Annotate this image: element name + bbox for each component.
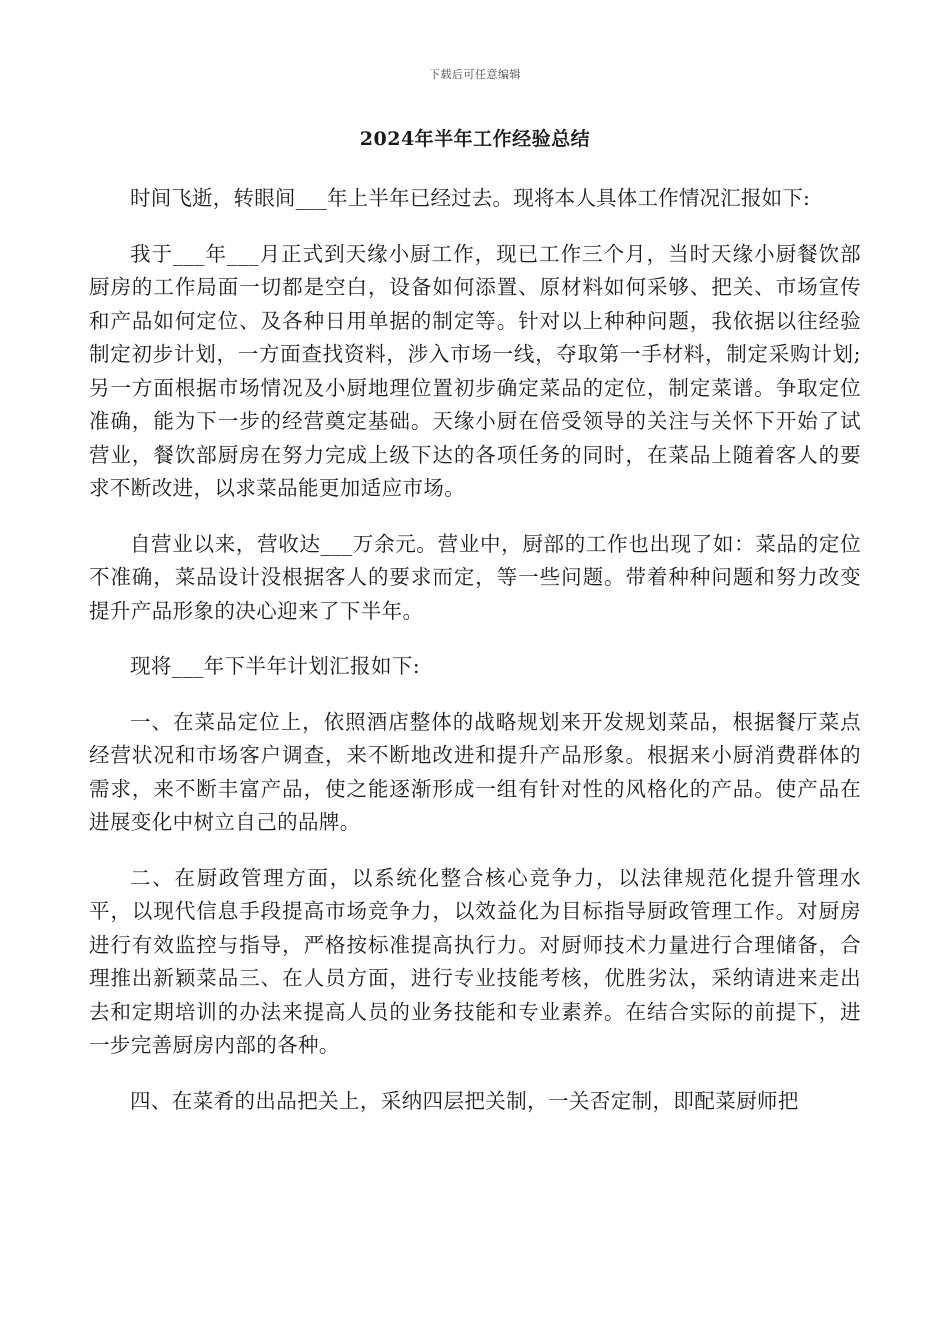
paragraph-plan-intro: 现将___年下半年计划汇报如下: xyxy=(130,654,421,678)
paragraph-plan-2: 二、在厨政管理方面，以系统化整合核心竞争力，以法律规范化提升管理水平，以现代信息手段提高市场竞争力，以效益化为目标指导厨政管理工作。对厨房进行有效监控与指导，严格按标准提高执行力。对厨师技术力量进行合理储备，合理推出新颖菜品三、在人员方面，进行专业技能考核，优胜劣汰，采纳请进来走出去和定期培训的办法来提高人员的业务技能和专业素养。在结合实际的前提下，进一步完善厨房内部的各种。 xyxy=(89,865,861,1057)
paragraph-plan-4: 四、在菜肴的出品把关上，采纳四层把关制，一关否定制，即配菜厨师把 xyxy=(130,1088,799,1113)
page-title: 2024年半年工作经验总结 xyxy=(359,128,591,150)
paragraph-background: 我于___年___月正式到天缘小厨工作，现已工作三个月，当时天缘小厨餐饮部厨房的工作局面一切都是空白，设备如何添置、原材料如何采够、把关、市场宣传和产品如何定位、及各种日用单据的制定等。针对以上种种问题，我依据以往经验制定初步计划，一方面查找资料，涉入市场一线，夺取第一手材料，制定采购计划;另一方面根据市场情况及小厨地理位置初步确定菜品的定位，制定菜谱。争取定位准确，能为下一步的经营奠定基础。天缘小厨在倍受领导的关注与关怀下开始了试营业，餐饮部厨房在努力完成上级下达的各项任务的同时，在菜品上随着客人的要求不断改进，以求菜品能更加适应市场。 xyxy=(89,241,861,500)
header-note: 下载后可任意编辑 xyxy=(429,68,521,81)
paragraph-plan-1: 一、在菜品定位上，依照酒店整体的战略规划来开发规划菜品，根据餐厅菜点经营状况和市场客户调查，来不断地改进和提升产品形象。根据来小厨消费群体的需求，来不断丰富产品，使之能逐渐形成一组有针对性的风格化的产品。使产品在进展变化中树立自己的品牌。 xyxy=(89,709,861,834)
paragraph-intro: 时间飞逝，转眼间___年上半年已经过去。现将本人具体工作情况汇报如下: xyxy=(130,186,811,210)
document-body xyxy=(89,182,861,1140)
paragraph-revenue: 自营业以来，营收达___万余元。营业中，厨部的工作也出现了如：菜品的定位不准确，菜品设计没根据客人的要求而定，等一些问题。带着种种问题和努力改变提升产品形象的决心迎来了下半年。 xyxy=(89,531,861,623)
